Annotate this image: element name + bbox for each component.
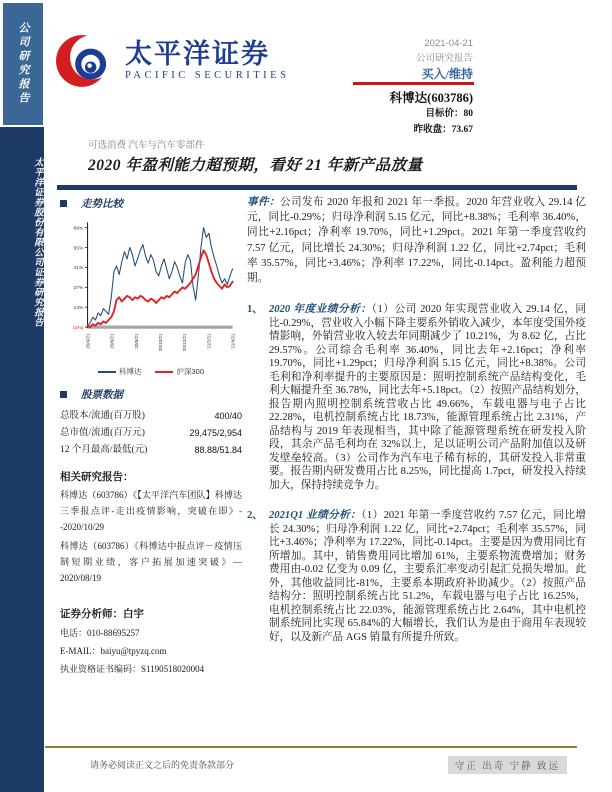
report-type: 公司研究报告 — [415, 53, 473, 64]
sidebar-top-label: 公司研究报告 — [17, 22, 29, 106]
square-bullet-icon — [60, 391, 67, 398]
legend-item-stock — [98, 366, 142, 377]
trend-comparison-chart — [60, 217, 240, 365]
analyst-name: 证券分析师：白宇 — [60, 609, 144, 621]
analyst-phone: 电话：010-88695257 — [60, 628, 140, 639]
related-report-item: 科博达（603786）《【太平洋汽车团队】科博达三季报点评-走出疫情影响，突破在即》--2020/10/29 — [60, 490, 242, 533]
table-row — [60, 442, 242, 459]
section-title: 2020 年度业绩分析： — [269, 304, 372, 316]
analysis-section-2020 — [247, 303, 586, 492]
event-label: 事件： — [247, 197, 280, 208]
sidebar-top-band — [3, 3, 43, 125]
svg-text:(1%): (1%) — [73, 325, 84, 331]
row-value: 400/40 — [214, 411, 242, 422]
related-reports-header: 相关研究报告： — [60, 472, 134, 484]
row-value: 88.88/51.84 — [194, 445, 242, 456]
last-close: 昨收盘：73.67 — [413, 125, 473, 135]
svg-text:27%: 27% — [73, 286, 84, 292]
legend-swatch-red — [155, 371, 173, 373]
stock-data-header-label: 股票数据 — [81, 390, 123, 402]
row-label: 总股本/流通(百万股) — [60, 411, 145, 422]
footer-disclaimer: 请务必阅读正文之后的免责条款部分 — [90, 760, 235, 770]
sidebar-bottom-label: 太平洋证券股份有限公司证券研究报告 — [32, 157, 42, 327]
header-meta — [416, 36, 473, 83]
legend-item-index — [155, 366, 204, 377]
svg-text:20/8/21: 20/8/21 — [133, 333, 139, 349]
legend-label-index: 沪深300 — [176, 367, 204, 377]
section-number: 2、 — [247, 510, 263, 522]
event-body: 公司发布 2020 年报和 2021 年一季报。2020 年营业收入 29.14 亿元，同比-0.29%；归母净利润 5.15 亿元，同比+8.38%；毛利率 36.40%，同比+2.16pct；净利率 19.70%，同比+1.29pct。2021 年第一季度营收约 7.57 亿元，同比增长 24.30%；归母净利润 1.22 亿，同比+2.74pct；毛利率 35.57%，同比+3.46%；净利率 17.22%，同比-0.14pct。盈利能力超预期。 — [247, 197, 587, 285]
section-number: 1、 — [247, 304, 263, 316]
footer-divider — [45, 746, 577, 748]
report-body — [247, 195, 586, 644]
trend-header-label: 走势比较 — [81, 199, 123, 210]
title-divider — [57, 185, 577, 190]
page-title: 2020 年盈利能力超预期，看好 21 年新产品放量 — [88, 157, 423, 174]
chart-legend — [60, 366, 242, 377]
industry-breadcrumb: 可选消费 汽车与汽车零部件 — [88, 141, 205, 151]
row-value: 29,475/2,954 — [189, 428, 242, 439]
svg-text:20/12/21: 20/12/21 — [182, 333, 188, 352]
pacific-securities-logo-icon — [55, 30, 117, 92]
target-price: 目标价：80 — [425, 109, 473, 119]
row-label: 总市值/流通(百万元) — [60, 428, 145, 439]
brand-name-en: PACIFIC SECURITIES — [125, 70, 290, 81]
analyst-email: E-MAIL：baiyu@tpyzq.com — [60, 646, 167, 657]
analysis-section-2021q1 — [247, 509, 586, 644]
section-body: （1）2021 年第一季度营收约 7.57 亿元，同比增长 24.30%；归母净利润 1.22 亿，同比+2.74pct；毛利率 35.57%，同比+3.46%；净利率为 17.22%，同比-0.14pct。主要是因为费用同比有所增加。其中，销售费用同比增加 61%，主要系物流费增加；财务费用由-0.02 亿变为 0.09 亿，主要系汇率变动引起汇兑损失增加。此外，其他收益同比-81%，主要系本期政府补助减少。（2）按照产品结构分：照明控制系统占比 51.2%，车载电器与电子占比 16.25%，电机控制系统占比 22.03%，能源管理系统占比 2.64%，其中电机控制系统同比实现 65.84%的大幅增长，我们认为是由于商用车表现较好，以及新产品 AGS 销量有所提升所致。 — [269, 510, 586, 643]
legend-label-stock: 科博达 — [118, 367, 142, 377]
svg-text:20/6/21: 20/6/21 — [109, 333, 115, 349]
table-row — [60, 408, 242, 425]
stock-name-code: 科博达(603786) — [389, 91, 473, 105]
footer-motto: 守正 出奇 宁静 致远 — [448, 756, 567, 774]
svg-text:69%: 69% — [73, 226, 84, 232]
analyst-block — [60, 606, 242, 678]
price-lines — [414, 106, 473, 138]
brand-logo — [55, 30, 289, 92]
stock-data-table — [60, 408, 242, 459]
report-date: 2021-04-21 — [424, 38, 473, 49]
sidebar-bottom-band — [0, 127, 44, 792]
rating-badge: 买入/维持 — [421, 67, 473, 81]
brand-name-cn: 太平洋证券 — [125, 39, 270, 69]
table-row — [60, 425, 242, 442]
svg-text:55%: 55% — [73, 246, 84, 252]
svg-text:13%: 13% — [73, 306, 84, 312]
svg-text:20/10/21: 20/10/21 — [157, 333, 163, 352]
event-paragraph — [247, 195, 586, 286]
svg-text:41%: 41% — [73, 266, 84, 272]
left-column — [60, 196, 242, 678]
rating-underline — [353, 82, 474, 85]
svg-text:20/4/21: 20/4/21 — [85, 333, 91, 349]
stock-data-section-header — [60, 387, 242, 402]
trend-section-header — [60, 196, 242, 211]
analyst-cert: 执业资格证书编码：S1190518020004 — [60, 664, 205, 675]
section-body: （1）公司 2020 年实现营业收入 29.14 亿，同比-0.29%，营业收入小幅下降主要系外销收入减少，本年度受国外疫情影响，外销营业收入较去年同期减少了 10.21%，为 8.62 亿，占比 29.57%。公司综合毛利率 36.40%，同比去年+2.16pct；净利率 19.70%，同比+1.29pct；归母净利润 5.15 亿元，同比+8.38%。公司毛利和净利率提升的主要原因是：照明控制系统产品结构变化，毛利大幅提升至 36.78%，同比去年+5.18pct。（2）按照产品结构划分，报告期内照明控制系统营收占比 49.66%，车载电器与电子占比 22.28%，电机控制系统占比 18.73%，能源管理系统占比 2.31%，产品结构与 2019 年表现相当，其中除了能源管理系统在研发投入阶段，其余产品毛利均在 32%以上，足以证明公司产品附加值以及研发壁垒较高。（3）公司作为汽车电子稀有标的，其研发投入非常重要。报告期内研发费用占比 8.25%，同比提高 1.7pct，研发投入持续加大，保持持续竞争力。 — [269, 304, 586, 491]
legend-swatch-blue — [98, 371, 116, 373]
section-title: 2021Q1 业绩分析： — [269, 510, 362, 522]
row-label: 12 个月最高/最低(元) — [60, 445, 148, 456]
svg-text:21/4/21: 21/4/21 — [230, 333, 236, 349]
svg-text:21/2/21: 21/2/21 — [206, 333, 212, 349]
related-report-item: 科博达（603786）《科博达中报点评－疫情压制短期业绩，客户拓展加速突破》—2020/08/19 — [60, 541, 242, 584]
square-bullet-icon — [60, 200, 67, 207]
